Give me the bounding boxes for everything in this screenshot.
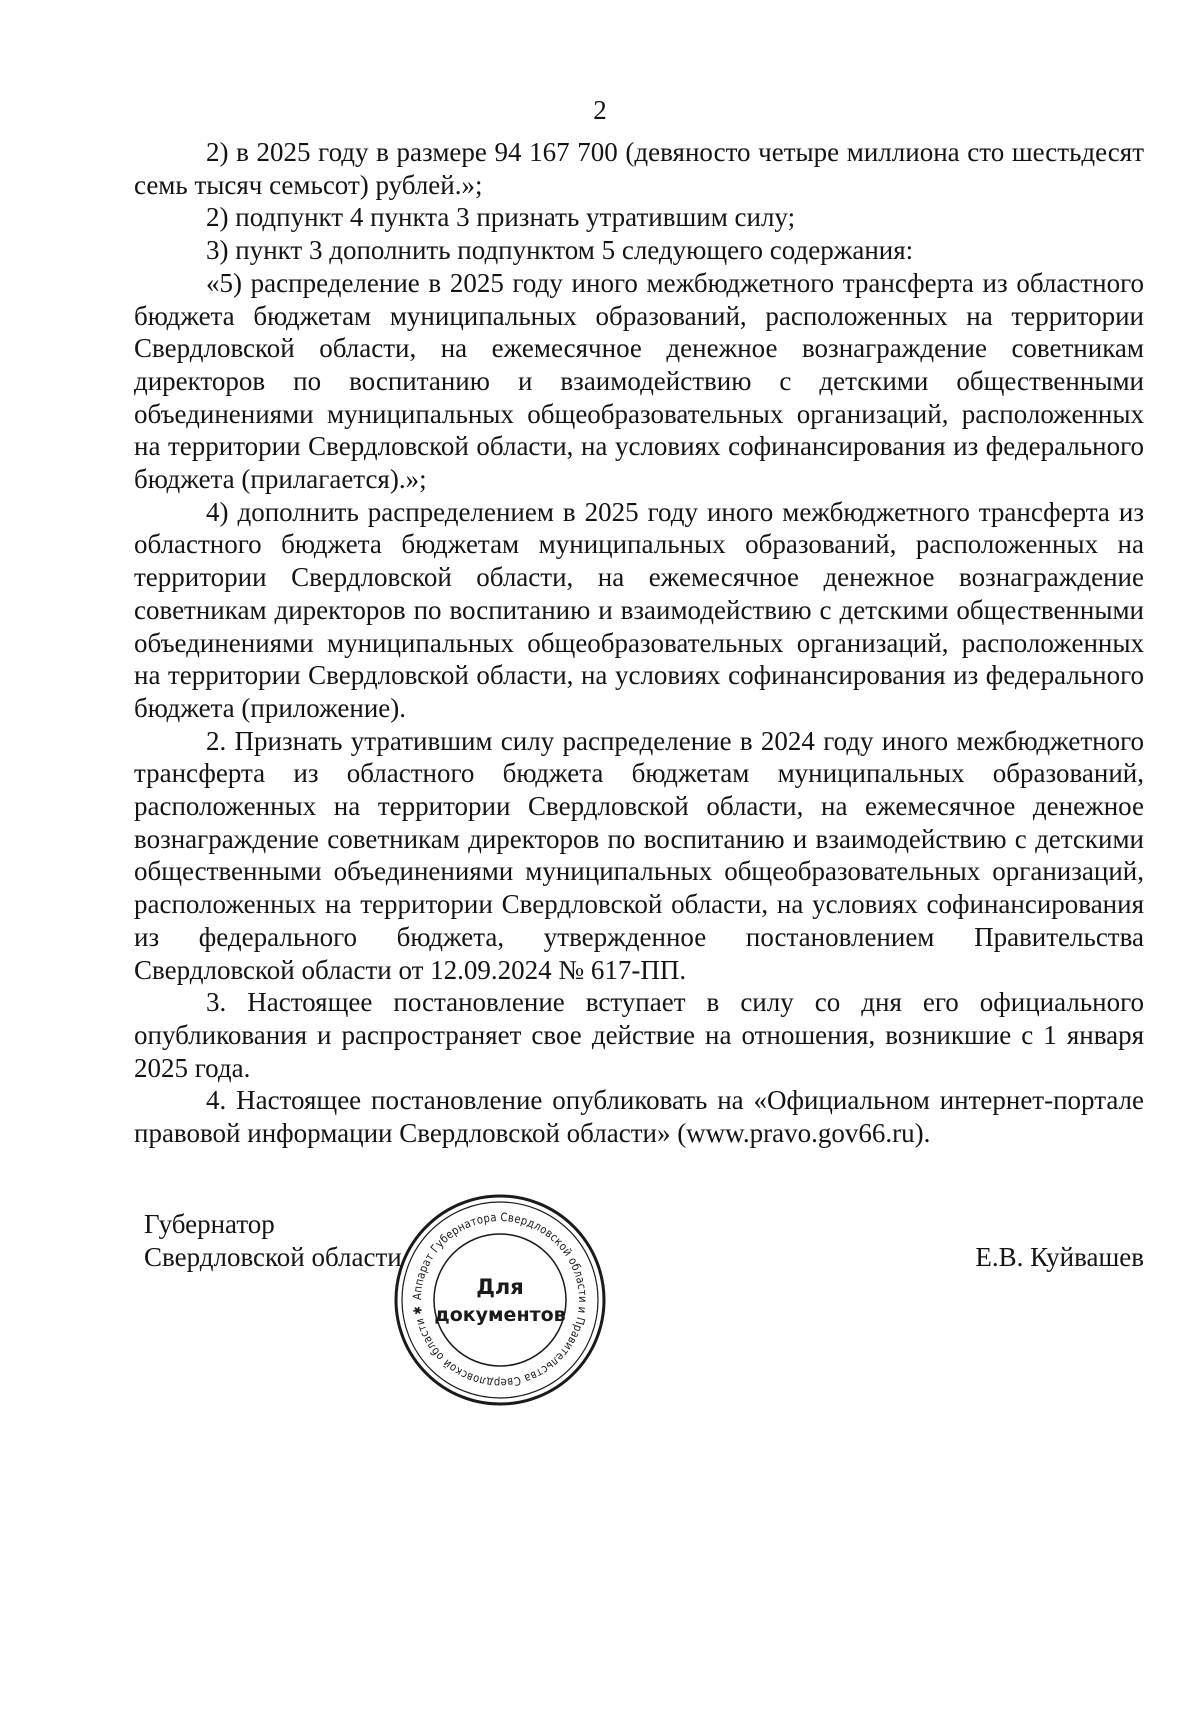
paragraph-item: «5) распределение в 2025 году иного межбюджетного трансферта из областного бюджета бюджетам муниципальных образований, расположенных на территории Свердловской области, на ежемесячное денежное вознаграждение советникам директоров по воспитанию и взаимодействию с детскими общественными объединениями муниципальных общеобразовательных организаций, расположенных на территории Свердловской области, на условиях софинансирования из федерального бюджета (прилагается).»; — [134, 267, 1144, 495]
seal-center-line: Для — [476, 1275, 524, 1299]
signature-block — [0, 1190, 1200, 1450]
page-number: 2 — [593, 95, 607, 125]
signer-position — [144, 1208, 402, 1274]
seal-ring-text: Аппарат Губернатора Свердловской области и Правительства Свердловской области ✱ — [409, 1209, 591, 1391]
seal-rings — [396, 1196, 604, 1404]
signer-position-line: Губернатор — [144, 1209, 275, 1239]
seal-center-line: документов — [434, 1304, 566, 1326]
signer-name: Е.В. Куйвашев — [975, 1242, 1144, 1272]
paragraph-item: 3) пункт 3 дополнить подпунктом 5 следующего содержания: — [206, 235, 914, 266]
official-seal — [390, 1190, 610, 1410]
signer-position-line: Свердловской области — [144, 1242, 402, 1272]
paragraph-item: 3. Настоящее постановление вступает в силу со дня его официального опубликования и распространяет свое действие на отношения, возникшие с 1 января 2025 года. — [134, 987, 1144, 1083]
document-body — [134, 136, 1144, 1150]
paragraph-item: 4) дополнить распределением в 2025 году иного межбюджетного трансферта из областного бюджета бюджетам муниципальных образований, расположенных на территории Свердловской области, на ежемесячное денежное вознаграждение советникам директоров по воспитанию и взаимодействию с детскими общественными объединениями муниципальных общеобразовательных организаций, расположенных на территории Свердловской области, на условиях софинансирования из федерального бюджета (приложение). — [134, 496, 1144, 723]
paragraph-item: 2) в 2025 году в размере 94 167 700 (девяносто четыре миллиона сто шестьдесят семь тысяч семьсот) рублей.»; — [134, 137, 1144, 200]
paragraph-item: 4. Настоящее постановление опубликовать на «Официальном интернет-портале правовой информации Свердловской области» (www.pravo.gov66.ru). — [134, 1085, 1144, 1149]
paragraph-item: 2. Признать утратившим силу распределение в 2024 году иного межбюджетного трансферта из областного бюджета бюджетам муниципальных образований, расположенных на территории Свердловской области, на ежемесячное денежное вознаграждение советникам директоров по воспитанию и взаимодействию с детскими общественными объединениями муниципальных общеобразовательных организаций, расположенных на территории Свердловской области, на условиях софинансирования из федерального бюджета, утвержденное постановлением Правительства Свердловской области от 12.09.2024 № 617-ПП. — [134, 725, 1144, 985]
paragraph-item: 2) подпункт 4 пункта 3 признать утратившим силу; — [206, 202, 796, 233]
